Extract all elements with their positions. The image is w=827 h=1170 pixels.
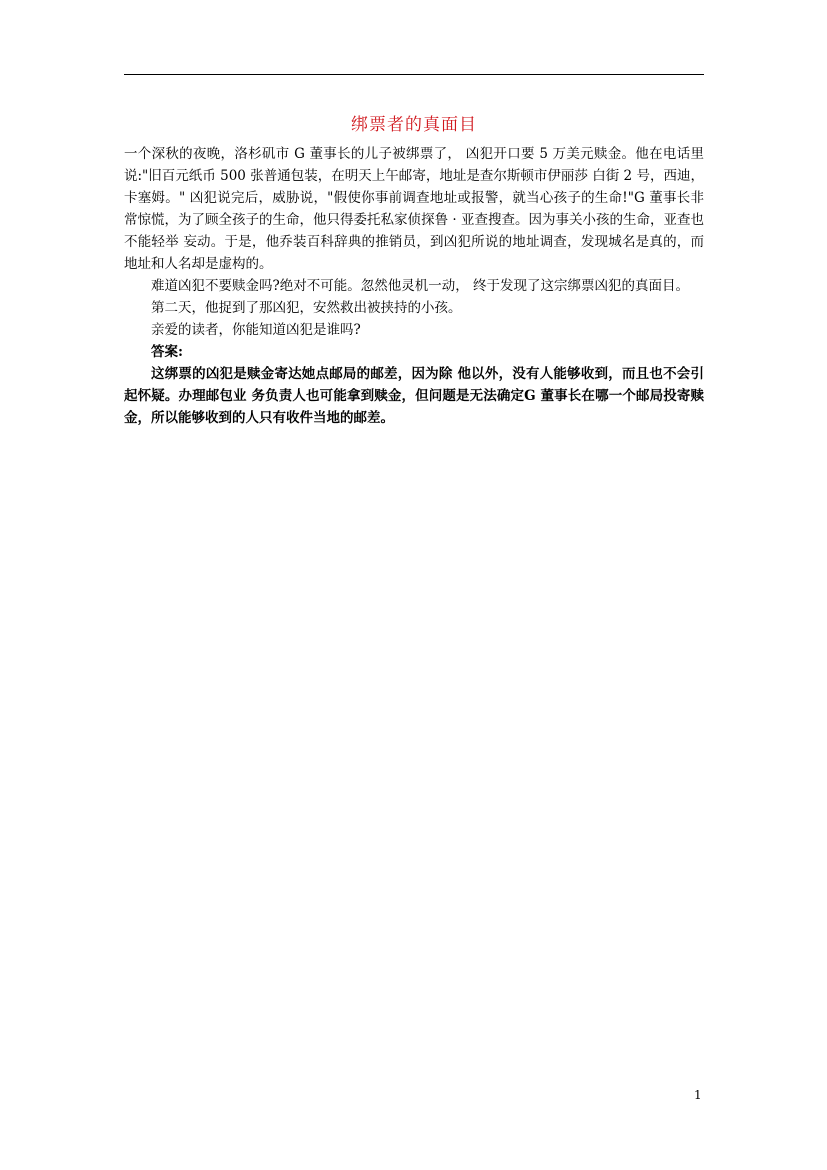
paragraph-question-ransom: 难道凶犯不要赎金吗?绝对不可能。忽然他灵机一动， 终于发现了这宗绑票凶犯的真面目。	[151, 278, 690, 294]
paragraph-story: 一个深秋的夜晚，洛杉矶市 G 董事长的儿子被绑票了， 凶犯开口要 5 万美元赎金。他在电话里说:"旧百元纸币 500 张普通包装，在明天上午邮寄，地址是查尔斯顿市伊丽莎 白街 2 号，西迪，卡塞姆。" 凶犯说完后，威胁说，"假使你事前调查地址或报警，就当心孩子的生命!"G 董事长非常惊慌，为了顾全孩子的生命，他只得委托私家侦探鲁 · 亚查搜查。因为事关小孩的生命，亚查也不能轻举 妄动。于是，他乔装百科辞典的推销员，到凶犯所说的地址调查，发现城名是真的，而地址和人名却是虚构的。	[124, 146, 704, 272]
page-number: 1	[694, 1088, 702, 1102]
header-rule	[124, 74, 704, 75]
document-body	[124, 143, 704, 429]
answer-label: 答案:	[151, 344, 183, 360]
paragraph-reader-question: 亲爱的读者，你能知道凶犯是谁吗?	[151, 322, 361, 338]
answer-text: 这绑票的凶犯是赎金寄达她点邮局的邮差，因为除 他以外，没有人能够收到，而且也不会引起怀疑。办理邮包业 务负责人也可能拿到赎金，但问题是无法确定G 董事长在哪一个邮局投寄赎金，所以能够收到的人只有收件当地的邮差。	[124, 366, 704, 426]
document-title: 绑票者的真面目	[351, 115, 477, 135]
paragraph-next-day: 第二天，他捉到了那凶犯，安然救出被挟持的小孩。	[151, 300, 462, 316]
